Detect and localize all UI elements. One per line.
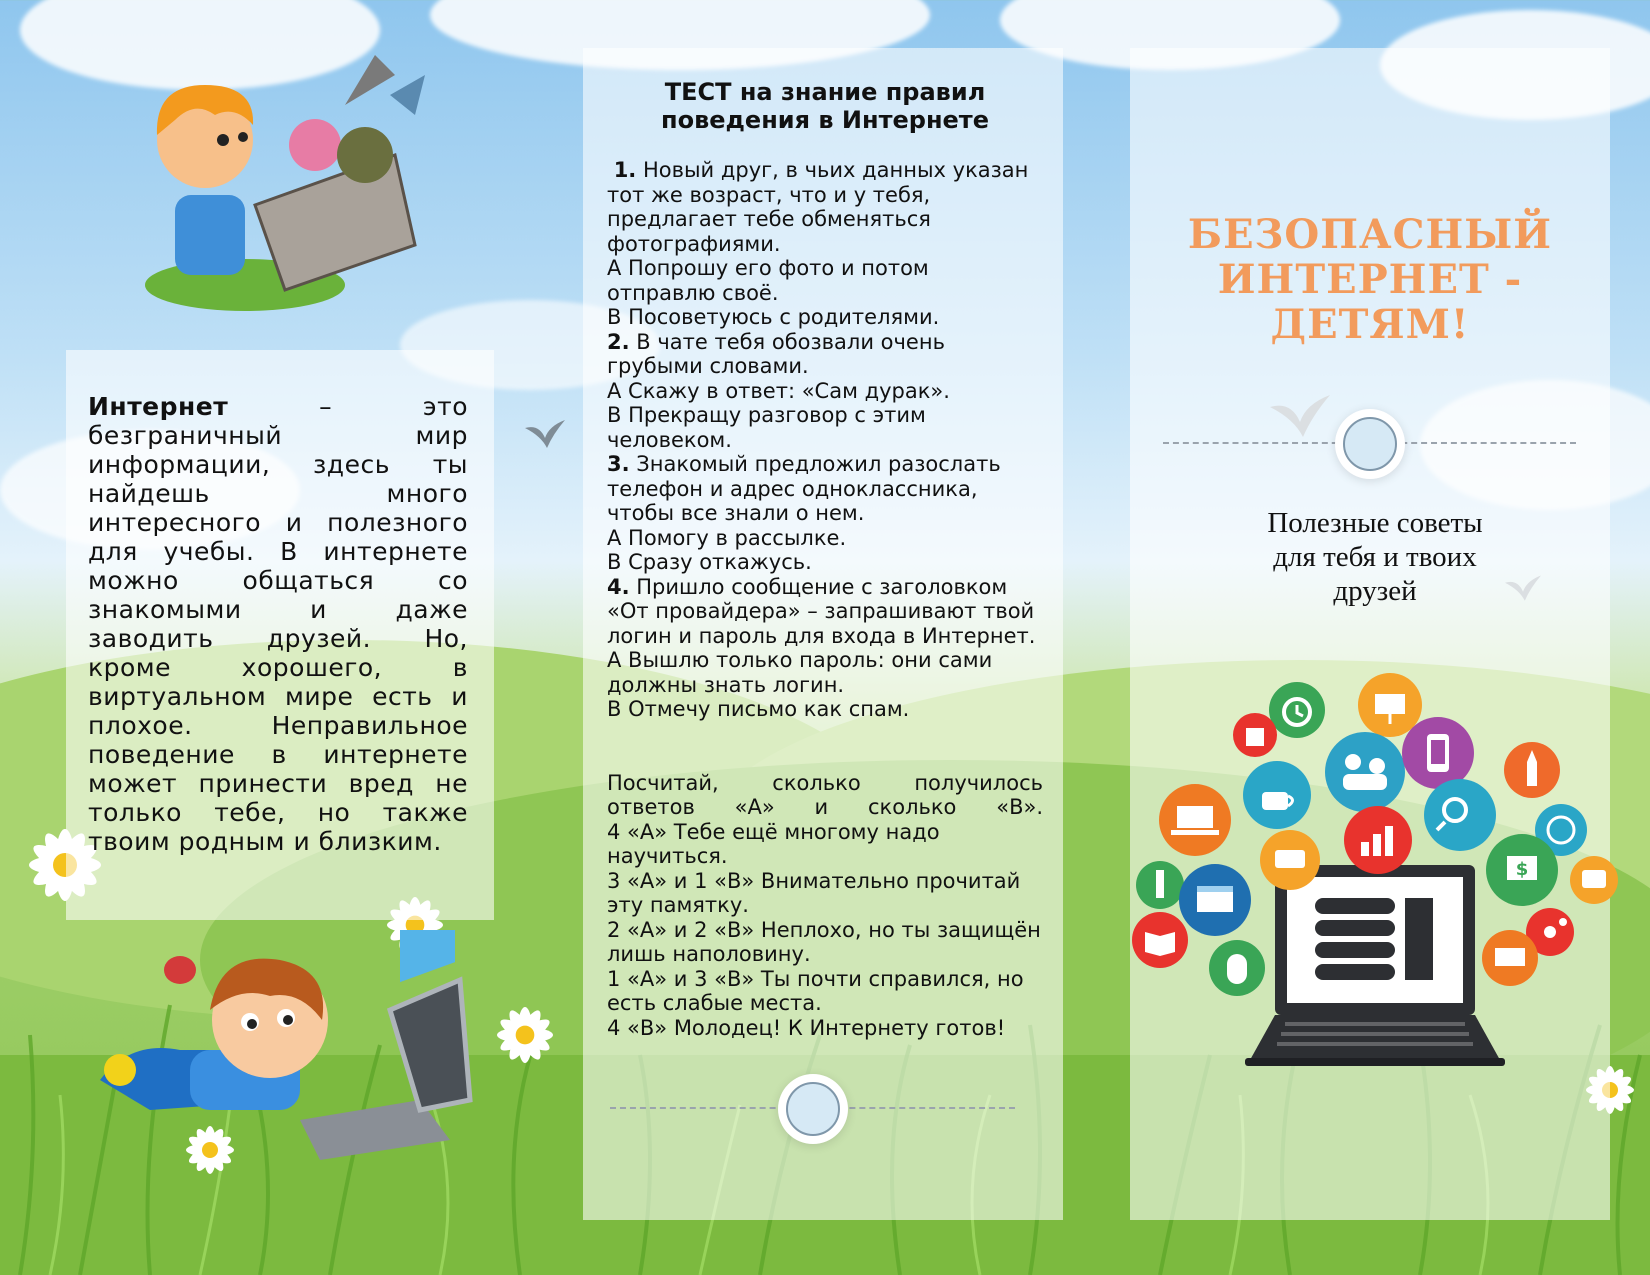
- mobile-icon: [1402, 717, 1474, 789]
- brochure-subtitle: [1205, 506, 1545, 608]
- brochure-title-line: БЕЗОПАСНЫЙ: [1187, 211, 1553, 258]
- decorative-orb: [1343, 417, 1397, 471]
- question: [607, 452, 1043, 526]
- question-text: Пришло сообщение с заголовком «От провайдера» – запрашивают твой логин и пароль для входа в Интернет.: [607, 574, 1036, 648]
- laptop-keyboard: [1250, 1015, 1500, 1060]
- laptop-with-app-icons-illustration: [1125, 670, 1625, 1070]
- question-number: 3.: [607, 452, 630, 476]
- bird-icon: [525, 420, 565, 450]
- result-line: 1 «А» и 3 «В» Ты почти справился, но есть слабые места.: [607, 966, 1024, 1015]
- answer-b: В Посоветуюсь с родителями.: [607, 305, 940, 329]
- answer-a: А Вышлю только пароль: они сами должны знать логин.: [607, 648, 993, 697]
- brochure-title: [1140, 212, 1600, 347]
- pencil-icon: [1233, 713, 1277, 757]
- intro-text: – это безграничный мир информации, здесь ты найдешь много интересного и полезного для учебы. В интернете можно общаться со знакомыми и даже заводить друзей. Но, кроме хорошего, в виртуальном мире есть и плохое. Неправильное поведение в интернете может принести вред не только тебе, но также твоим родным и близким.: [88, 392, 468, 856]
- toddler-with-laptop-illustration: [90, 930, 490, 1160]
- teamwork-icon: [1325, 732, 1405, 812]
- result-line: 4 «В» Молодец! К Интернету готов!: [607, 1015, 1006, 1040]
- search-icon: [1570, 856, 1618, 904]
- question-text: В чате тебя обозвали очень грубыми словами.: [607, 329, 945, 378]
- quiz-body: [607, 158, 1043, 1040]
- quiz-title: [600, 78, 1050, 134]
- question: [607, 330, 1043, 379]
- money-icon: [1486, 834, 1558, 906]
- answer-b: В Прекращу разговор с этим человеком.: [607, 403, 926, 452]
- answer-a: А Помогу в рассылке.: [607, 525, 847, 550]
- intro-paragraph: [88, 392, 468, 856]
- answer-b: В Отмечу письмо как спам.: [607, 697, 910, 721]
- quiz-title-line: поведения в Интернете: [661, 106, 989, 134]
- coffee-icon: [1243, 761, 1311, 829]
- question-number: 2.: [607, 329, 630, 354]
- laptop-icon: [1159, 784, 1231, 856]
- messages-icon: [1260, 830, 1320, 890]
- monitor-icon: [1482, 930, 1538, 986]
- question-number: 1.: [613, 158, 637, 182]
- quiz-title-line: ТЕСТ на знание правил: [664, 78, 986, 106]
- pen-icon: [1136, 861, 1184, 909]
- svg-text:$: $: [1515, 859, 1529, 880]
- book-icon: [1132, 912, 1188, 968]
- question-text: Знакомый предложил разослать телефон и адрес одноклассника, чтобы все знали о нем.: [607, 452, 1001, 525]
- result-line: 4 «А» Тебе ещё многому надо научиться.: [607, 819, 940, 868]
- answer-a: А Попрошу его фото и потом отправлю своё.: [607, 256, 929, 305]
- question-text: Новый друг, в чьих данных указан тот же возраст, что и у тебя, предлагает тебе обменяться фотографиями.: [607, 158, 1029, 256]
- brochure-title-line: ИНТЕРНЕТ -: [1217, 256, 1523, 303]
- intro-term: Интернет: [88, 392, 229, 421]
- question: [607, 158, 1043, 256]
- clock-icon: [1269, 682, 1325, 738]
- lipstick-icon: [1504, 742, 1560, 798]
- search-user-icon: [1424, 779, 1496, 851]
- boy-with-laptop-monsters-illustration: [135, 45, 435, 315]
- subtitle-line: для тебя и твоих: [1273, 541, 1477, 573]
- daisy-flower: [490, 1000, 560, 1070]
- answer-b: В Сразу откажусь.: [607, 550, 812, 574]
- chart-icon: [1344, 806, 1412, 874]
- mouse-icon: [1209, 940, 1265, 996]
- subtitle-line: Полезные советы: [1267, 507, 1483, 539]
- question: [607, 575, 1043, 649]
- answer-a: А Скажу в ответ: «Сам дурак».: [607, 378, 950, 403]
- browser-icon: [1179, 864, 1251, 936]
- question-number: 4.: [607, 574, 630, 599]
- presentation-icon: [1358, 673, 1422, 737]
- spacer: [607, 722, 1043, 771]
- subtitle-line: друзей: [1333, 575, 1417, 607]
- decorative-orb: [786, 1082, 840, 1136]
- count-instruction: Посчитай, сколько получилось ответов «А» и сколько «В».: [607, 770, 1043, 819]
- result-line: 2 «А» и 2 «В» Неплохо, но ты защищён лишь наполовину.: [607, 917, 1041, 966]
- result-line: 3 «А» и 1 «В» Внимательно прочитай эту памятку.: [607, 868, 1021, 917]
- brochure-title-line: ДЕТЯМ!: [1270, 301, 1470, 348]
